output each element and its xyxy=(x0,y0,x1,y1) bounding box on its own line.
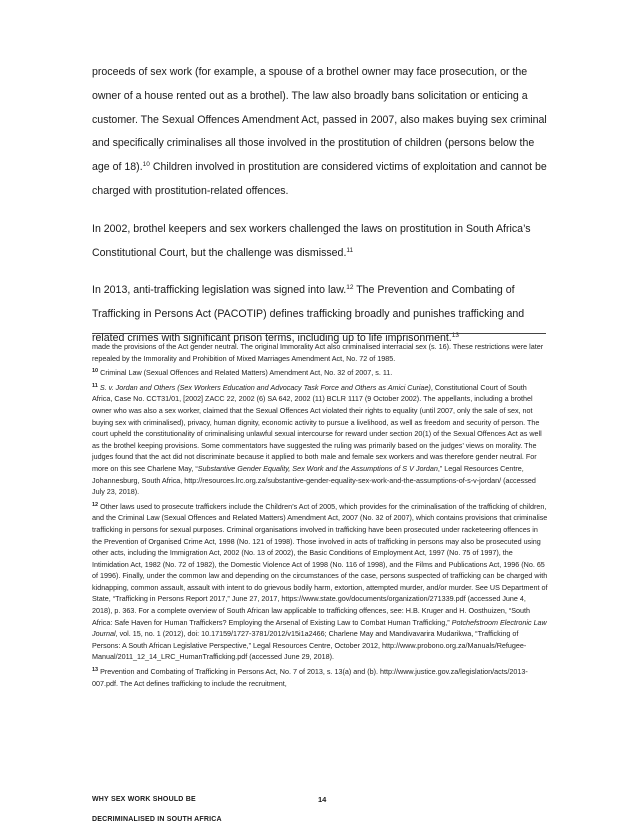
footnote-text: ,” Legal Resources Centre, Johannesburg, South Africa, http://resources.lrc.org.za/substantive-gender-equality-sex-work-and-the-assumptions-of-s-v-jordan/ (accessed July 23, 2018). xyxy=(92,463,536,497)
footnote-ref[interactable]: 12 xyxy=(346,284,354,292)
footnote-text: , Constitutional Court of South Africa, Case No. CCT31/01, [2002] ZACC 22, 2002 (6) SA 642, 2002 (11) BCLR 1117 (9 October 2002). The appellants, including a brothel owner who was also a sex worker, claimed that the Sexual Offences Act violated their rights to equality (until 2007, only the sale of sex, not buying sex with criminalised), privacy, human dignity, economic activity to pursue a livelihood, as well as freedom and security of person. The court upheld the constitutionality of criminalising unlawful sexual intercourse for reward under section 20(1) of the Sexual Offences Act as well as the brothel keeping provisions. Some commentators have suggested the ruling was primarily based on the judges’ views on morality. The judges found that the act did not discriminate because it applied to both male and female sex workers and was therefore gender neutral. For more on this see Charlene May, “ xyxy=(92,382,542,473)
paragraph-text: Children involved in prostitution are considered victims of exploitation and cannot be charged with prostitution-related offences. xyxy=(92,161,547,197)
footnote-10 xyxy=(92,367,548,379)
article-title: Substantive Gender Equality, Sex Work and the Assumptions of S V Jordan xyxy=(197,463,438,473)
footnote-number: 13 xyxy=(92,667,99,674)
footnote-continued: made the provisions of the Act gender neutral. The original Immorality Act also criminalised interracial sex (s. 16). These restrictions were later repealed by the Immorality and Prohibition of Mixed Marriages Amendment Act, No. 72 of 1985. xyxy=(92,342,544,363)
case-name: S. v. Jordan and Others (Sex Workers Education and Advocacy Task Force and Others as Amici Curiae) xyxy=(97,382,431,392)
report-title-line-1: WHY SEX WORK SHOULD BE xyxy=(92,796,196,803)
footnote-ref[interactable]: 13 xyxy=(451,331,459,339)
paragraph xyxy=(92,61,552,204)
footnote-number: 10 xyxy=(92,368,99,375)
footnote-number: 11 xyxy=(92,382,98,389)
paragraph-text: The Prevention and Combating of Trafficking in Persons Act (PACOTIP) defines trafficking broadly and punishes trafficking and related crimes with significant prison terms, including up to life imprisonment. xyxy=(92,284,525,344)
footnote-text: Criminal Law (Sexual Offences and Related Matters) Amendment Act, No. 32 of 2007, s. 11. xyxy=(98,368,393,378)
paragraph-text: In 2002, brothel keepers and sex workers challenged the laws on prostitution in South Africa’s Constitutional Court, but the challenge was dismissed. xyxy=(92,222,531,259)
report-title-line-2: DECRIMINALISED IN SOUTH AFRICA xyxy=(92,816,222,823)
footnote-text: Other laws used to prosecute traffickers include the Children’s Act of 2005, which provides for the criminalisation of the trafficking of children, and the Criminal Law (Sexual Offences and Related Matters) Amendment Act, 2007 (No. 32 of 2007), which contains provisions that criminalise trafficking in persons for sexual purposes. Criminal organisations involved in trafficking have been prosecuted under racketeering offences in the Prevention of Organised Crime Act, 1998 (No. 121 of 1998). Those involved in acts of trafficking in persons may also be prosecuted using other acts, including the Immigration Act, 2002 (No. 13 of 2002), the Basic Conditions of Employment Act, 1997 (No. 75 of 1997), the Intimidation Act, 1982 (No. 72 of 1982), the Domestic Violence Act of 1998 (No. 116 of 1998), and the Films and Publications Act, 1996 (No. 65 of 1996). Finally, under the common law and depending on the circumstances of the case, persons suspected of trafficking can be charged with kidnapping, common assault, assault with intent to do grievous bodily harm, extortion, attempted murder, and/or murder. See US Department of State, “Trafficking in Persons Report 2017,” June 27, 2017, https://www.state.gov/documents/organization/271339.pdf (accessed June 4, 2018), p. 363. For a complete overview of South African law applicable to trafficking offences, see: H.B. Kruger and H. Oosthuizen, “South Africa: Safe Haven for Human Traffickers? Employing the Arsenal of Existing Law to Combat Human Trafficking,” xyxy=(92,501,548,627)
footnote-number: 12 xyxy=(92,501,99,508)
footnote-11 xyxy=(92,382,548,498)
footnote-ref[interactable]: 10 xyxy=(142,161,150,169)
footnote-divider xyxy=(92,333,546,334)
footnote-text: , vol. 15, no. 1 (2012), doi: 10.17159/1727-3781/2012/v15i1a2466; Charlene May and Mandivavarira Mudarikwa, “Trafficking of Persons: A South African Legislative Perspective,” Legal Resources Centre, October 2012, http://www.probono.org.za/Manuals/Refugee-Manual/2011_12_14_LRC_HumanTrafficking.pdf (accessed June 29, 2018). xyxy=(92,629,527,662)
footnotes xyxy=(92,341,548,692)
paragraph-text: proceeds of sex work (for example, a spouse of a brothel owner may face prosecution, or the owner of a house rented out as a brothel). The law also broadly bans solicitation or enticing a customer. The Sexual Offences Amendment Act, passed in 2007, also makes buying sex criminal and specifically criminalises all those involved in the prostitution of children (persons below the age of 18). xyxy=(92,66,547,174)
footnote-13 xyxy=(92,666,548,689)
paragraph xyxy=(92,218,552,266)
page-number: 14 xyxy=(318,795,327,804)
footnote-text: Prevention and Combating of Trafficking in Persons Act, No. 7 of 2013, s. 13(a) and (b). http://www.justice.gov.za/legislation/acts/2013-007.pdf. The Act defines trafficking to include the recruitment, xyxy=(92,667,528,688)
footnote-ref[interactable]: 11 xyxy=(346,246,354,254)
paragraph-text: In 2013, anti-trafficking legislation was signed into law. xyxy=(92,284,347,297)
footnote-12 xyxy=(92,501,548,663)
journal-title: Potchefstroom Electronic Law Journal xyxy=(92,617,547,639)
body-text xyxy=(92,61,552,351)
